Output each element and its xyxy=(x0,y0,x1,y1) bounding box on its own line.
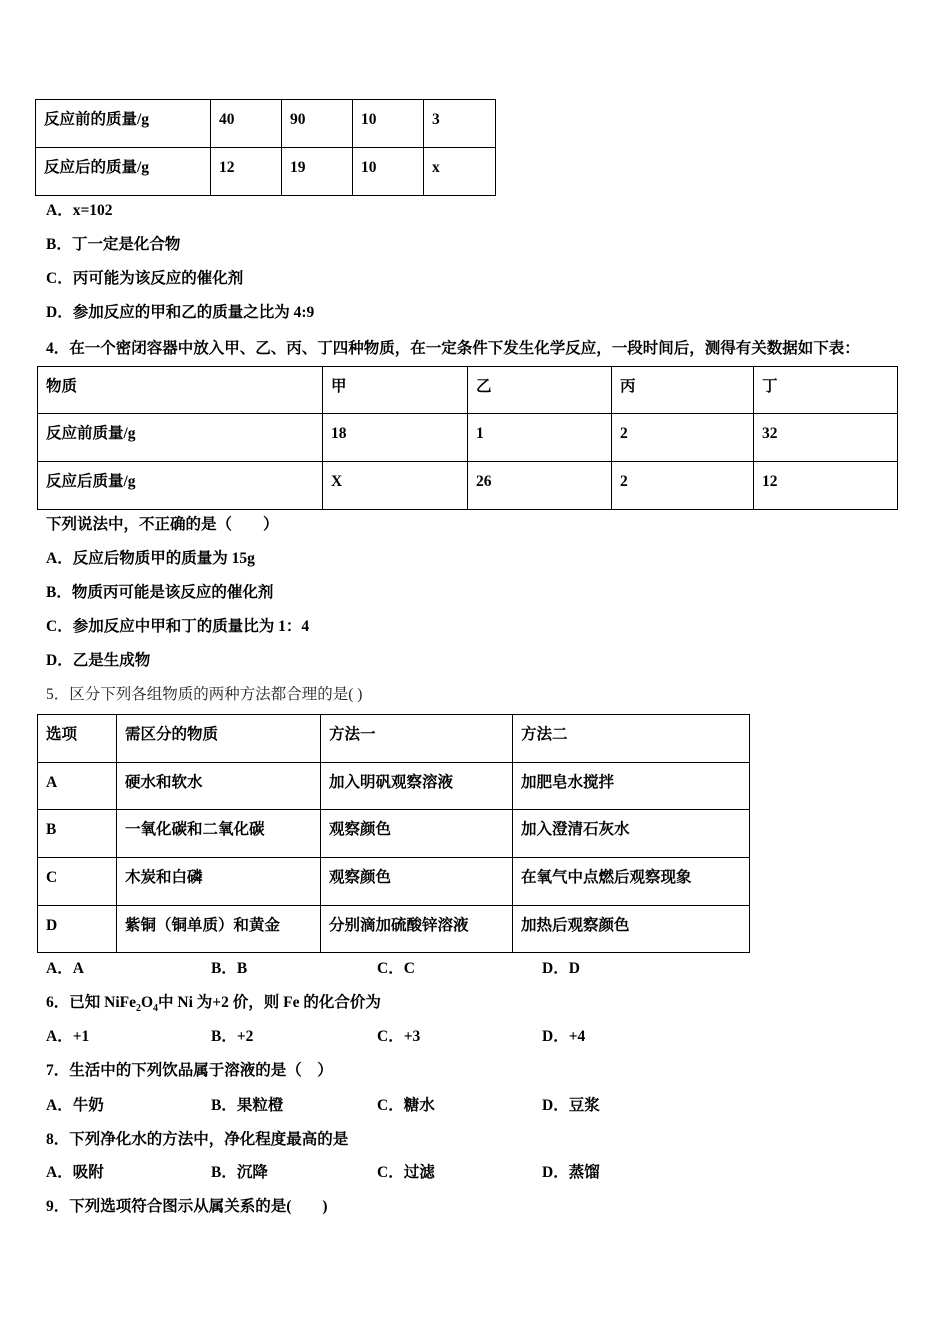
table-cell: 26 xyxy=(468,462,612,510)
table-cell: 12 xyxy=(211,148,282,196)
q6-option-a: A．+1 xyxy=(46,1028,90,1045)
table-row xyxy=(36,100,496,148)
table-cell: 物质 xyxy=(38,367,323,414)
q5-option-d: D．D xyxy=(542,960,580,977)
table-cell: 甲 xyxy=(323,367,468,414)
table-cell: x xyxy=(424,148,496,196)
table-cell: 丁 xyxy=(754,367,898,414)
q7-option-c: C．糖水 xyxy=(377,1097,435,1114)
table-row xyxy=(38,906,750,953)
table-cell: 加入明矾观察溶液 xyxy=(321,763,513,810)
table-cell: X xyxy=(323,462,468,510)
table-cell: 观察颜色 xyxy=(321,858,513,906)
table-cell: 方法二 xyxy=(513,715,750,763)
table-cell: 方法一 xyxy=(321,715,513,763)
table-cell: 90 xyxy=(282,100,353,148)
table-cell: 观察颜色 xyxy=(321,810,513,858)
q5-option-a: A．A xyxy=(46,960,84,977)
table-cell: 19 xyxy=(282,148,353,196)
q6-option-c: C．+3 xyxy=(377,1028,421,1045)
table-row xyxy=(38,810,750,858)
q4-option-d: D．乙是生成物 xyxy=(46,652,151,669)
table-row xyxy=(38,367,898,414)
table-cell: 丙 xyxy=(612,367,754,414)
q3-option-a: A．x=102 xyxy=(46,202,113,219)
table-cell: 在氧气中点燃后观察现象 xyxy=(513,858,750,906)
q7-stem: 7．生活中的下列饮品属于溶液的是（ ） xyxy=(46,1062,333,1079)
q3-option-b: B．丁一定是化合物 xyxy=(46,236,181,253)
table-row xyxy=(38,715,750,763)
table-cell: 一氧化碳和二氧化碳 xyxy=(117,810,321,858)
table-cell: 硬水和软水 xyxy=(117,763,321,810)
q6-stem-pre: 6．已知 NiFe xyxy=(46,994,136,1011)
q5-option-b: B．B xyxy=(211,960,248,977)
q6-option-b: B．+2 xyxy=(211,1028,254,1045)
table-cell: 木炭和白磷 xyxy=(117,858,321,906)
q8-option-b: B．沉降 xyxy=(211,1164,268,1181)
table-cell: 加肥皂水搅拌 xyxy=(513,763,750,810)
table-cell: D xyxy=(38,906,117,953)
table-cell: 紫铜（铜单质）和黄金 xyxy=(117,906,321,953)
q8-option-a: A．吸附 xyxy=(46,1164,104,1181)
q6-stem-mid: O xyxy=(140,994,154,1011)
table-cell: C xyxy=(38,858,117,906)
q3-option-d: D．参加反应的甲和乙的质量之比为 4:9 xyxy=(46,304,315,321)
q7-option-d: D．豆浆 xyxy=(542,1097,600,1114)
q6-stem xyxy=(46,990,381,1014)
table-row xyxy=(36,148,496,196)
q8-option-c: C．过滤 xyxy=(377,1164,435,1181)
q4-option-b: B．物质丙可能是该反应的催化剂 xyxy=(46,584,274,601)
table-cell: B xyxy=(38,810,117,858)
table-cell: 反应前质量/g xyxy=(38,414,323,462)
table-cell: 反应后的质量/g xyxy=(36,148,211,196)
table-cell: 3 xyxy=(424,100,496,148)
table-cell: 10 xyxy=(353,100,424,148)
q4-table xyxy=(37,366,898,510)
table-cell: 18 xyxy=(323,414,468,462)
q5-stem: 5．区分下列各组物质的两种方法都合理的是( ) xyxy=(46,686,363,703)
q9-stem: 9．下列选项符合图示从属关系的是( ) xyxy=(46,1198,328,1215)
q4-stem: 4．在一个密闭容器中放入甲、乙、丙、丁四种物质，在一定条件下发生化学反应，一段时间后，测得有关数据如下表： xyxy=(46,340,860,357)
q8-stem: 8．下列净化水的方法中，净化程度最高的是 xyxy=(46,1131,349,1148)
q6-option-d: D．+4 xyxy=(542,1028,586,1045)
q7-option-a: A．牛奶 xyxy=(46,1097,104,1114)
q6-subscript-1: 2 xyxy=(135,1003,141,1015)
table-cell: 2 xyxy=(612,462,754,510)
table-cell: 1 xyxy=(468,414,612,462)
table-cell: 40 xyxy=(211,100,282,148)
table-cell: 10 xyxy=(353,148,424,196)
table-cell: 反应前的质量/g xyxy=(36,100,211,148)
table-cell: 反应后质量/g xyxy=(38,462,323,510)
table-cell: 12 xyxy=(754,462,898,510)
table-cell: 分别滴加硫酸锌溶液 xyxy=(321,906,513,953)
q3-option-c: C．丙可能为该反应的催化剂 xyxy=(46,270,244,287)
table-cell: 选项 xyxy=(38,715,117,763)
table-cell: 2 xyxy=(612,414,754,462)
table-row xyxy=(38,462,898,510)
q4-question: 下列说法中，不正确的是（ ） xyxy=(46,516,279,533)
table-row xyxy=(38,858,750,906)
table-cell: 加入澄清石灰水 xyxy=(513,810,750,858)
table-row xyxy=(38,763,750,810)
q4-option-a: A．反应后物质甲的质量为 15g xyxy=(46,550,255,567)
q8-option-d: D．蒸馏 xyxy=(542,1164,600,1181)
q5-table xyxy=(37,714,750,953)
q5-option-c: C．C xyxy=(377,960,415,977)
table-cell: 需区分的物质 xyxy=(117,715,321,763)
q7-option-b: B．果粒橙 xyxy=(211,1097,284,1114)
table-row xyxy=(38,414,898,462)
table-cell: A xyxy=(38,763,117,810)
q3-table xyxy=(35,99,496,196)
table-cell: 乙 xyxy=(468,367,612,414)
q6-subscript-2: 4 xyxy=(153,1003,159,1015)
table-cell: 加热后观察颜色 xyxy=(513,906,750,953)
q6-stem-post: 中 Ni 为+2 价，则 Fe 的化合价为 xyxy=(158,994,381,1011)
table-cell: 32 xyxy=(754,414,898,462)
q4-option-c: C．参加反应中甲和丁的质量比为 1：4 xyxy=(46,618,310,635)
